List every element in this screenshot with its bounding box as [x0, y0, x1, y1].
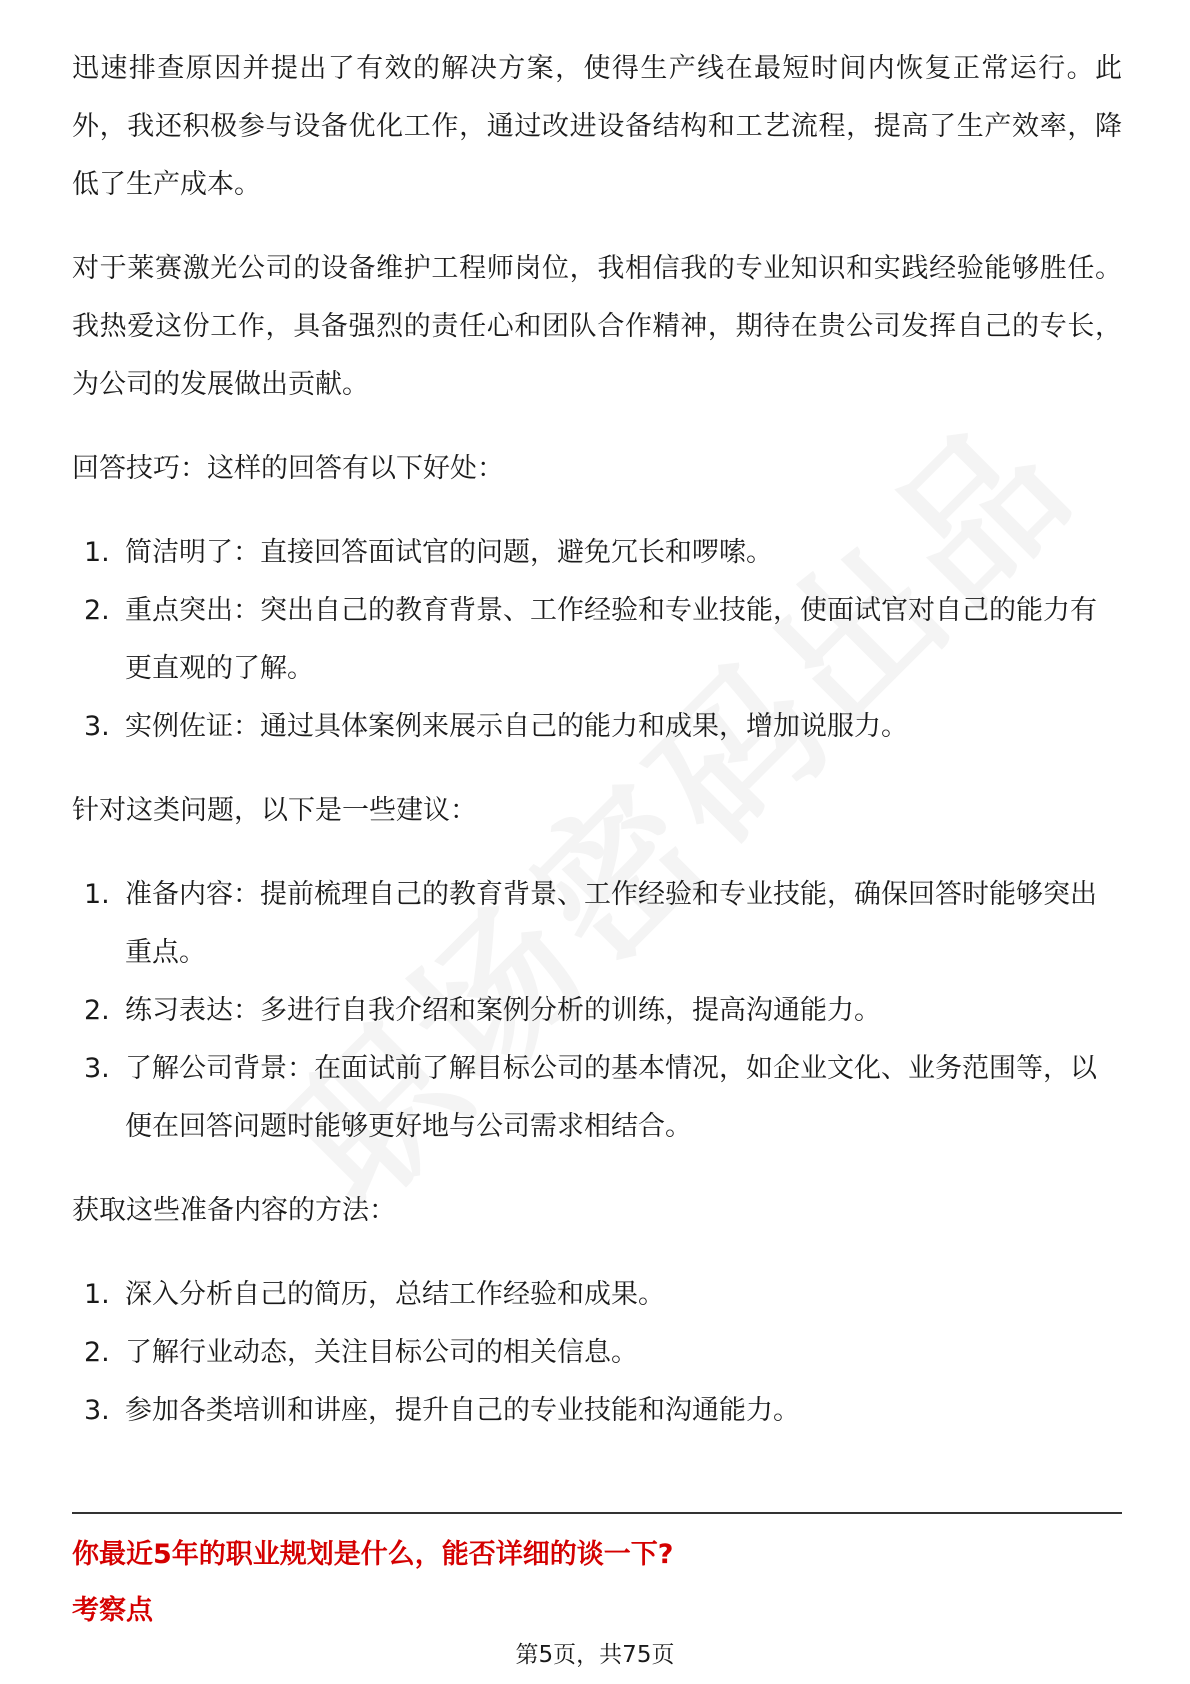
list-number: 3.	[84, 711, 110, 742]
list-item	[72, 982, 1122, 1040]
advice-heading: 针对这类问题，以下是一些建议：	[72, 795, 477, 826]
list-number: 1.	[84, 879, 110, 910]
section-label: 考察点	[72, 1595, 153, 1626]
paragraph-2: 对于莱赛激光公司的设备维护工程师岗位，我相信我的专业知识和实践经验能够胜任。我热爱这份工作，具备强烈的责任心和团队合作精神，期待在贵公司发挥自己的专长，为公司的发展做出贡献。	[72, 253, 1122, 400]
page-number: 第5页，共75页	[515, 1642, 675, 1668]
list-number: 1.	[84, 537, 110, 568]
next-question-title: 你最近5年的职业规划是什么，能否详细的谈一下?	[72, 1539, 674, 1570]
list-item	[72, 582, 1122, 698]
paragraph-1: 迅速排查原因并提出了有效的解决方案，使得生产线在最短时间内恢复正常运行。此外，我还积极参与设备优化工作，通过改进设备结构和工艺流程，提高了生产效率，降低了生产成本。	[72, 53, 1122, 200]
list-item	[72, 1382, 1122, 1440]
list-item	[72, 1266, 1122, 1324]
list-text: 深入分析自己的简历，总结工作经验和成果。	[125, 1279, 665, 1310]
list-number: 2.	[84, 1337, 110, 1368]
tips-heading: 回答技巧：这样的回答有以下好处：	[72, 453, 504, 484]
list-item	[72, 524, 1122, 582]
list-text: 练习表达：多进行自我介绍和案例分析的训练，提高沟通能力。	[125, 995, 881, 1026]
list-item	[72, 698, 1122, 756]
list-number: 2.	[84, 595, 110, 626]
list-item	[72, 866, 1122, 982]
document-body	[72, 40, 1122, 1440]
list-text: 重点突出：突出自己的教育背景、工作经验和专业技能，使面试官对自己的能力有更直观的了解。	[125, 595, 1097, 684]
list-text: 实例佐证：通过具体案例来展示自己的能力和成果，增加说服力。	[125, 711, 908, 742]
list-number: 3.	[84, 1053, 110, 1084]
list-text: 了解公司背景：在面试前了解目标公司的基本情况，如企业文化、业务范围等，以便在回答问题时能够更好地与公司需求相结合。	[125, 1053, 1097, 1142]
section-divider	[72, 1512, 1122, 1514]
tips-list	[72, 524, 1122, 756]
list-text: 准备内容：提前梳理自己的教育背景、工作经验和专业技能，确保回答时能够突出重点。	[125, 879, 1097, 968]
list-number: 3.	[84, 1395, 110, 1426]
advice-list	[72, 866, 1122, 1156]
list-text: 了解行业动态，关注目标公司的相关信息。	[125, 1337, 638, 1368]
list-number: 2.	[84, 995, 110, 1026]
list-text: 参加各类培训和讲座，提升自己的专业技能和沟通能力。	[125, 1395, 800, 1426]
list-number: 1.	[84, 1279, 110, 1310]
list-text: 简洁明了：直接回答面试官的问题，避免冗长和啰嗦。	[125, 537, 773, 568]
list-item	[72, 1040, 1122, 1156]
methods-heading: 获取这些准备内容的方法：	[72, 1195, 396, 1226]
methods-list	[72, 1266, 1122, 1440]
list-item	[72, 1324, 1122, 1382]
